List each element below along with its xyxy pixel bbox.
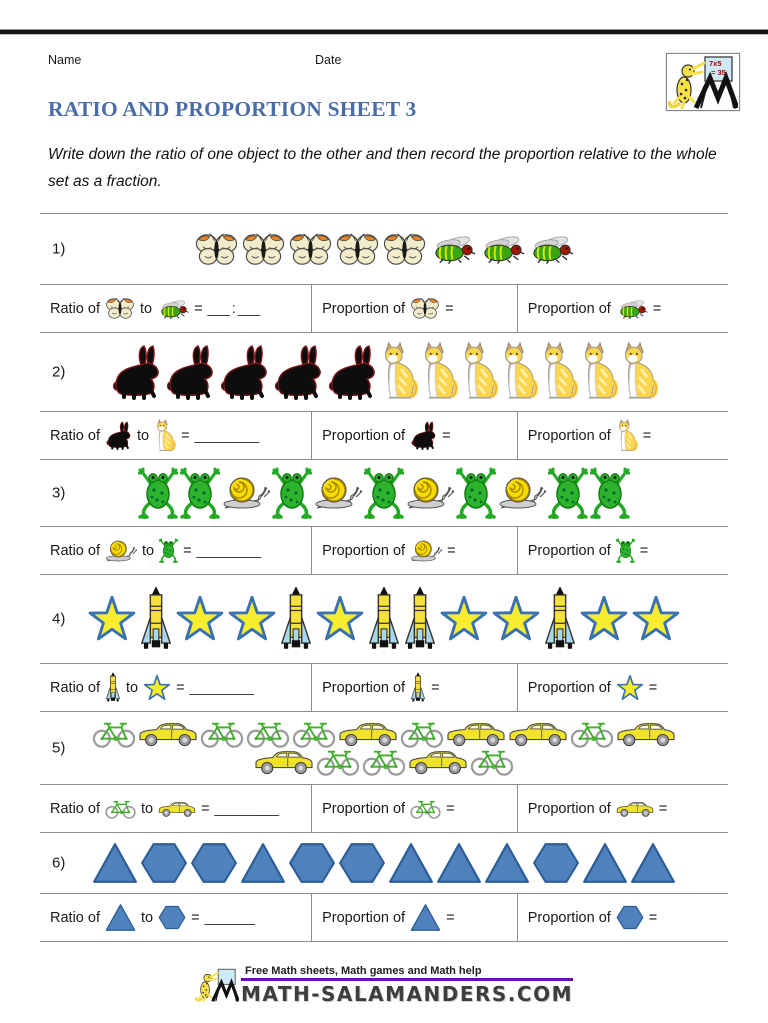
ratio-to-label: to — [141, 542, 155, 559]
ratio-label: Ratio of — [50, 300, 100, 317]
ratio-to-label: to — [139, 300, 153, 317]
equals-sign: = — [447, 542, 456, 559]
proportion-label: Proportion of — [322, 300, 406, 317]
rabbit-icon — [105, 421, 132, 450]
butterfly-icon — [382, 232, 427, 267]
triangle-icon — [484, 841, 530, 885]
proportion-label: Proportion of — [322, 542, 406, 559]
question-3 — [40, 460, 728, 575]
icon-line — [87, 586, 681, 652]
rabbit-icon — [218, 344, 270, 400]
triangle-icon — [388, 841, 434, 885]
butterfly-icon — [288, 232, 333, 267]
ratio-answer-blank[interactable]: _______ — [204, 909, 254, 926]
footer-divider — [241, 978, 573, 981]
question-4 — [40, 575, 728, 712]
bicycle-icon — [292, 720, 336, 748]
bicycle-icon — [246, 720, 290, 748]
ratio-cell — [40, 664, 311, 711]
proportion-label: Proportion of — [322, 909, 406, 926]
questions-table — [40, 213, 728, 942]
cat-icon — [500, 342, 538, 402]
cat-icon — [460, 342, 498, 402]
equals-sign: = — [176, 679, 185, 696]
question-5-icon-strip — [92, 720, 676, 776]
proportion-label: Proportion of — [527, 427, 611, 444]
triangle-icon — [582, 841, 628, 885]
rocket-icon — [367, 586, 401, 652]
proportion-label: Proportion of — [322, 800, 406, 817]
snail-icon — [222, 475, 270, 511]
ratio-label: Ratio of — [50, 427, 100, 444]
cat-icon — [616, 419, 638, 453]
ratio-to-label: to — [140, 909, 154, 926]
logo-board-line2: = 35 — [711, 68, 726, 77]
snail-icon — [410, 539, 442, 563]
butterfly-icon — [105, 297, 135, 320]
fly-icon — [616, 299, 648, 319]
car-icon — [616, 800, 654, 818]
rabbit-icon — [272, 344, 324, 400]
equals-sign: = — [191, 909, 200, 926]
cat-icon — [620, 342, 658, 402]
car-icon — [138, 720, 198, 748]
rabbit-icon — [410, 421, 437, 450]
frog-icon — [272, 467, 312, 519]
proportion-b-cell — [517, 285, 728, 332]
name-field-label: Name — [48, 53, 82, 67]
worksheet-body — [0, 49, 768, 1006]
question-1 — [40, 214, 728, 333]
ratio-label: Ratio of — [50, 800, 100, 817]
question-3-icon-strip — [138, 467, 630, 519]
proportion-a-cell — [311, 894, 517, 941]
question-number: 3) — [52, 484, 66, 502]
ratio-cell — [40, 285, 311, 332]
proportion-a-cell — [311, 785, 517, 832]
ratio-label: Ratio of — [50, 679, 100, 696]
question-number: 4) — [52, 610, 66, 628]
cat-icon — [580, 342, 618, 402]
footer-text — [241, 965, 573, 1006]
triangle-icon — [92, 841, 138, 885]
frog-icon — [590, 467, 630, 519]
frog-icon — [159, 538, 178, 563]
salamander-logo-icon — [195, 964, 239, 1006]
question-6-icon-strip — [92, 841, 676, 885]
icon-line — [110, 342, 658, 402]
icon-line — [194, 232, 574, 267]
ratio-label: Ratio of — [50, 909, 100, 926]
equals-sign: = — [442, 427, 451, 444]
bicycle-icon — [105, 799, 136, 819]
ratio-cell — [40, 894, 311, 941]
hexagon-icon — [338, 841, 386, 885]
hexagon-icon — [190, 841, 238, 885]
equals-sign: = — [658, 800, 668, 817]
bicycle-icon — [400, 720, 444, 748]
icon-line — [92, 748, 676, 776]
footer-site-name: MATH-SALAMANDERS.COM — [241, 981, 573, 1006]
ratio-cell — [40, 785, 311, 832]
proportion-label: Proportion of — [527, 800, 611, 817]
ratio-to-label: to — [125, 679, 139, 696]
logo-board-line1: 7x5 — [709, 59, 722, 68]
question-6-pictures — [40, 833, 728, 893]
icon-line — [138, 467, 630, 519]
snail-icon — [406, 475, 454, 511]
equals-sign: = — [181, 427, 190, 444]
question-6-answers — [40, 893, 728, 942]
salamander-logo-icon — [667, 54, 739, 110]
rocket-icon — [403, 586, 437, 652]
car-icon — [446, 720, 506, 748]
frog-icon — [180, 467, 220, 519]
car-icon — [338, 720, 398, 748]
equals-sign: = — [201, 800, 210, 817]
question-2 — [40, 333, 728, 460]
ratio-to-label: to — [136, 427, 150, 444]
question-number: 6) — [52, 854, 66, 872]
icon-line — [92, 720, 676, 748]
equals-sign: = — [446, 909, 455, 926]
proportion-label: Proportion of — [527, 909, 611, 926]
triangle-icon — [240, 841, 286, 885]
rocket-icon — [279, 586, 313, 652]
question-3-answers — [40, 526, 728, 575]
hexagon-icon — [140, 841, 188, 885]
bicycle-icon — [470, 748, 514, 776]
top-divider-bar — [0, 29, 768, 35]
butterfly-icon — [410, 297, 440, 320]
footer — [40, 964, 728, 1006]
question-6 — [40, 833, 728, 942]
equals-sign: = — [642, 427, 652, 444]
ratio-label: Ratio of — [50, 542, 100, 559]
butterfly-icon — [194, 232, 239, 267]
rocket-icon — [543, 586, 577, 652]
proportion-b-cell — [517, 785, 728, 832]
bicycle-icon — [410, 799, 441, 819]
ratio-answer-blank[interactable]: _________ — [189, 679, 254, 696]
star-icon — [579, 596, 629, 642]
snail-icon — [105, 539, 137, 563]
cat-icon — [540, 342, 578, 402]
fly-icon — [527, 234, 574, 264]
question-2-icon-strip — [110, 342, 658, 402]
triangle-icon — [630, 841, 676, 885]
rabbit-icon — [164, 344, 216, 400]
ratio-cell — [40, 412, 311, 459]
rocket-icon — [410, 672, 426, 703]
equals-sign: = — [652, 300, 662, 317]
star-icon — [175, 596, 225, 642]
bicycle-icon — [200, 720, 244, 748]
ratio-to-label: to — [140, 800, 154, 817]
fly-icon — [429, 234, 476, 264]
triangle-icon — [410, 903, 441, 932]
proportion-a-cell — [311, 412, 517, 459]
ratio-answer-blank[interactable]: _________ — [196, 542, 261, 559]
frog-icon — [456, 467, 496, 519]
equals-sign: = — [446, 800, 455, 817]
triangle-icon — [105, 903, 136, 932]
proportion-a-cell — [311, 285, 517, 332]
hexagon-icon — [616, 905, 644, 930]
cat-icon — [420, 342, 458, 402]
question-5 — [40, 712, 728, 833]
question-3-pictures — [40, 460, 728, 526]
proportion-b-cell — [517, 412, 728, 459]
footer-tagline: Free Math sheets, Math games and Math help — [245, 964, 482, 977]
bicycle-icon — [362, 748, 406, 776]
hexagon-icon — [532, 841, 580, 885]
question-number: 2) — [52, 363, 66, 381]
proportion-label: Proportion of — [322, 427, 406, 444]
star-icon — [87, 596, 137, 642]
fly-icon — [157, 299, 189, 319]
header — [40, 49, 728, 75]
star-icon — [631, 596, 681, 642]
icon-line — [92, 841, 676, 885]
bicycle-icon — [316, 748, 360, 776]
frog-icon — [616, 538, 635, 563]
question-4-icon-strip — [87, 586, 681, 652]
math-salamanders-logo — [666, 53, 740, 111]
butterfly-icon — [335, 232, 380, 267]
bicycle-icon — [92, 720, 136, 748]
proportion-label: Proportion of — [322, 679, 406, 696]
cat-icon — [154, 419, 176, 453]
question-number: 1) — [52, 240, 66, 258]
star-icon — [315, 596, 365, 642]
question-1-pictures — [40, 214, 728, 284]
ratio-answer-blank[interactable]: _________ — [194, 427, 259, 444]
hexagon-icon — [158, 905, 186, 930]
rocket-icon — [105, 672, 121, 703]
page-title: RATIO AND PROPORTION SHEET 3 — [48, 97, 417, 121]
proportion-label: Proportion of — [527, 300, 611, 317]
car-icon — [508, 720, 568, 748]
star-icon — [143, 675, 171, 701]
frog-icon — [364, 467, 404, 519]
triangle-icon — [436, 841, 482, 885]
snail-icon — [314, 475, 362, 511]
proportion-b-cell — [517, 894, 728, 941]
fly-icon — [478, 234, 525, 264]
date-field-label: Date — [315, 53, 342, 67]
star-icon — [616, 675, 644, 701]
butterfly-icon — [241, 232, 286, 267]
equals-sign: = — [194, 300, 203, 317]
proportion-a-cell — [311, 664, 517, 711]
instructions-text: Write down the ratio of one object to the other and then record the proportion relative to the whole set as a fraction. — [48, 146, 717, 190]
proportion-label: Proportion of — [527, 542, 611, 559]
question-1-icon-strip — [194, 232, 574, 267]
bicycle-icon — [570, 720, 614, 748]
star-icon — [491, 596, 541, 642]
question-2-pictures — [40, 333, 728, 411]
star-icon — [439, 596, 489, 642]
frog-icon — [548, 467, 588, 519]
proportion-a-cell — [311, 527, 517, 574]
question-4-answers — [40, 663, 728, 712]
car-icon — [158, 800, 196, 818]
question-5-answers — [40, 784, 728, 833]
proportion-b-cell — [517, 527, 728, 574]
snail-icon — [498, 475, 546, 511]
question-1-answers — [40, 284, 728, 333]
equals-sign: = — [445, 300, 454, 317]
star-icon — [227, 596, 277, 642]
equals-sign: = — [639, 542, 649, 559]
car-icon — [616, 720, 676, 748]
ratio-cell — [40, 527, 311, 574]
car-icon — [408, 748, 468, 776]
proportion-b-cell — [517, 664, 728, 711]
equals-sign: = — [183, 542, 192, 559]
rabbit-icon — [110, 344, 162, 400]
question-4-pictures — [40, 575, 728, 663]
equals-sign: = — [431, 679, 440, 696]
cat-icon — [380, 342, 418, 402]
ratio-answer-blank[interactable]: _________ — [214, 800, 279, 817]
rocket-icon — [139, 586, 173, 652]
ratio-answer-blank[interactable]: ___ : ___ — [207, 300, 260, 317]
hexagon-icon — [288, 841, 336, 885]
question-number: 5) — [52, 739, 66, 757]
equals-sign: = — [648, 679, 658, 696]
car-icon — [254, 748, 314, 776]
equals-sign: = — [648, 909, 658, 926]
worksheet-page — [0, 29, 768, 1023]
rabbit-icon — [326, 344, 378, 400]
frog-icon — [138, 467, 178, 519]
question-2-answers — [40, 411, 728, 460]
question-5-pictures — [40, 712, 728, 784]
proportion-label: Proportion of — [527, 679, 611, 696]
